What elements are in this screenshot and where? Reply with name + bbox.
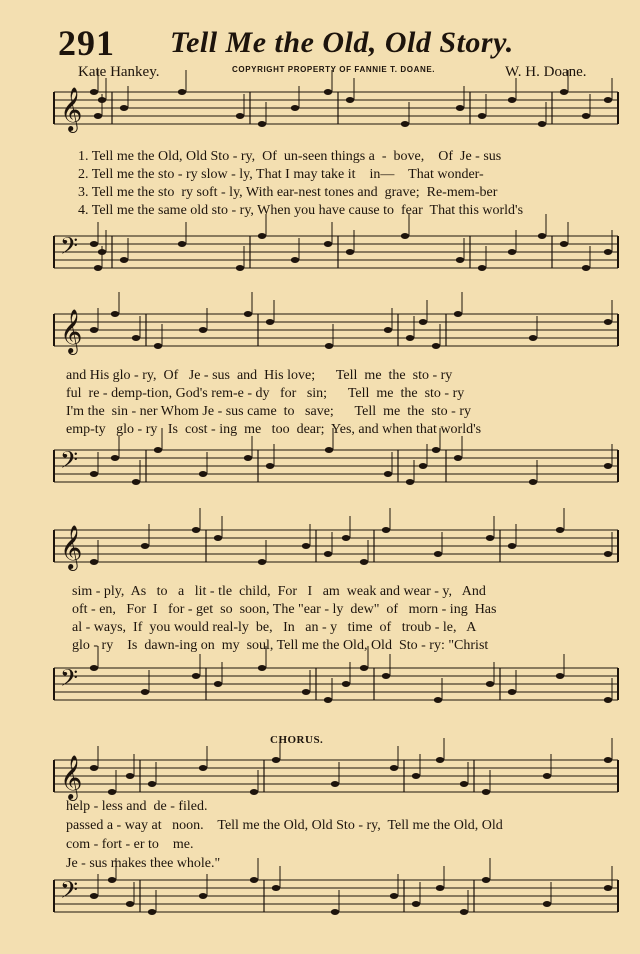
note-head: [108, 877, 116, 883]
note-head: [250, 789, 258, 795]
treble-staff-4: [0, 752, 640, 802]
lyric-verse-4: emp-ty glo - ry Is cost - ing me too dear; Yes, and when that world's: [66, 422, 482, 437]
note-head: [432, 343, 440, 349]
note-head: [266, 463, 274, 469]
treble-clef-icon: 𝄞: [60, 755, 83, 799]
note-head: [508, 97, 516, 103]
note-head: [508, 249, 516, 255]
treble-staff-2: [0, 306, 640, 356]
note-head: [406, 335, 414, 341]
lyric-verse-1: help - less and de - filed.: [66, 799, 208, 814]
note-head: [360, 665, 368, 671]
note-head: [250, 877, 258, 883]
note-head: [360, 559, 368, 565]
note-head: [456, 105, 464, 111]
note-head: [324, 241, 332, 247]
note-head: [419, 463, 427, 469]
author-credit: Kate Hankey.: [78, 64, 160, 80]
bass-staff-3: [0, 660, 640, 710]
note-head: [604, 97, 612, 103]
note-head: [98, 97, 106, 103]
treble-clef-icon: 𝄞: [60, 309, 83, 353]
note-head: [90, 893, 98, 899]
note-head: [272, 885, 280, 891]
copyright-notice: COPYRIGHT PROPERTY OF FANNIE T. DOANE.: [232, 65, 436, 74]
lyric-verse-3: I'm the sin - ner Whom Je - sus came to save; Tell me the sto - ry: [66, 404, 471, 419]
note-head: [604, 885, 612, 891]
note-head: [214, 535, 222, 541]
note-head: [126, 901, 134, 907]
note-head: [154, 447, 162, 453]
note-head: [434, 697, 442, 703]
note-head: [199, 893, 207, 899]
note-head: [432, 447, 440, 453]
note-head: [120, 105, 128, 111]
note-head: [214, 681, 222, 687]
treble-clef-icon: 𝄞: [60, 87, 83, 131]
note-head: [529, 479, 537, 485]
note-head: [382, 527, 390, 533]
note-head: [331, 781, 339, 787]
lyric-verse-2: passed a - way at noon. Tell me the Old, Old Sto - ry, Tell me the Old, Old: [66, 818, 503, 833]
note-head: [302, 543, 310, 549]
composer-credit: W. H. Doane.: [505, 64, 587, 80]
note-head: [302, 689, 310, 695]
note-head: [258, 665, 266, 671]
note-head: [324, 697, 332, 703]
note-head: [460, 909, 468, 915]
note-head: [412, 773, 420, 779]
note-head: [291, 105, 299, 111]
note-head: [401, 233, 409, 239]
note-head: [108, 789, 116, 795]
note-head: [148, 909, 156, 915]
note-head: [346, 249, 354, 255]
note-head: [538, 233, 546, 239]
note-head: [90, 665, 98, 671]
lyric-verse-3: al - ways, If you would real-ly be, In an - y time of troub - le, A: [72, 620, 477, 635]
note-head: [456, 257, 464, 263]
note-head: [604, 697, 612, 703]
note-head: [258, 559, 266, 565]
note-head: [342, 681, 350, 687]
note-head: [98, 249, 106, 255]
note-head: [120, 257, 128, 263]
note-head: [325, 343, 333, 349]
note-head: [324, 551, 332, 557]
note-head: [94, 265, 102, 271]
lyric-verse-4: Je - sus makes thee whole.": [66, 856, 221, 871]
note-head: [406, 479, 414, 485]
lyric-verse-1: and His glo - ry, Of Je - sus and His love; Tell me the sto - ry: [66, 368, 453, 383]
lyric-verse-1: sim - ply, As to a lit - tle child, For I am weak and wear - y, And: [72, 584, 486, 599]
note-head: [266, 319, 274, 325]
note-head: [192, 527, 200, 533]
note-head: [454, 455, 462, 461]
note-head: [560, 89, 568, 95]
note-head: [154, 343, 162, 349]
note-head: [508, 543, 516, 549]
note-head: [291, 257, 299, 263]
note-head: [199, 327, 207, 333]
note-head: [324, 89, 332, 95]
bass-clef-icon: 𝄢: [60, 232, 79, 265]
note-head: [454, 311, 462, 317]
note-head: [604, 551, 612, 557]
note-head: [436, 757, 444, 763]
treble-staff-3: [0, 522, 640, 572]
note-head: [90, 89, 98, 95]
note-head: [90, 765, 98, 771]
note-head: [199, 471, 207, 477]
note-head: [543, 773, 551, 779]
bass-clef-icon: 𝄢: [60, 876, 79, 909]
note-head: [478, 265, 486, 271]
note-head: [384, 471, 392, 477]
note-head: [401, 121, 409, 127]
note-head: [390, 893, 398, 899]
note-head: [111, 455, 119, 461]
lyric-verse-4: 4. Tell me the same old sto - ry, When you have cause to fear That this world's: [78, 203, 524, 218]
note-head: [543, 901, 551, 907]
lyric-verse-3: com - fort - er to me.: [66, 837, 194, 852]
bass-staff-1: [0, 228, 640, 278]
note-head: [199, 765, 207, 771]
note-head: [604, 319, 612, 325]
note-head: [132, 335, 140, 341]
note-head: [582, 265, 590, 271]
treble-clef-icon: 𝄞: [60, 525, 83, 569]
lyric-verse-2: oft - en, For I for - get so soon, The "ear - ly dew" of morn - ing Has: [72, 602, 497, 617]
bass-clef-icon: 𝄢: [60, 446, 79, 479]
note-head: [556, 673, 564, 679]
bass-staff-2: [0, 442, 640, 492]
note-head: [508, 689, 516, 695]
note-head: [236, 265, 244, 271]
lyric-verse-4: glo - ry Is dawn-ing on my soul, Tell me the Old, Old Sto - ry: "Christ: [72, 638, 489, 653]
note-head: [390, 765, 398, 771]
note-head: [192, 673, 200, 679]
hymn-title: Tell Me the Old, Old Story.: [170, 26, 514, 59]
note-head: [141, 689, 149, 695]
treble-staff-1: [0, 84, 640, 134]
note-head: [529, 335, 537, 341]
note-head: [419, 319, 427, 325]
note-head: [486, 535, 494, 541]
note-head: [90, 327, 98, 333]
note-head: [582, 113, 590, 119]
note-head: [482, 789, 490, 795]
note-head: [244, 455, 252, 461]
lyric-verse-1: 1. Tell me the Old, Old Sto - ry, Of un-seen things a - bove, Of Je - sus: [78, 149, 502, 164]
note-head: [90, 471, 98, 477]
note-head: [178, 241, 186, 247]
note-head: [486, 681, 494, 687]
note-head: [460, 781, 468, 787]
note-head: [604, 463, 612, 469]
note-head: [538, 121, 546, 127]
note-head: [382, 673, 390, 679]
note-head: [342, 535, 350, 541]
note-head: [258, 233, 266, 239]
note-head: [604, 249, 612, 255]
note-head: [111, 311, 119, 317]
note-head: [94, 113, 102, 119]
note-head: [126, 773, 134, 779]
note-head: [331, 909, 339, 915]
note-head: [346, 97, 354, 103]
lyric-verse-2: ful re - demp-tion, God's rem-e - dy for sin; Tell me the sto - ry: [66, 386, 465, 401]
note-head: [436, 885, 444, 891]
note-head: [244, 311, 252, 317]
note-head: [478, 113, 486, 119]
lyric-verse-2: 2. Tell me the sto - ry slow - ly, That I may take it in— That wonder-: [78, 167, 484, 182]
lyric-verse-3: 3. Tell me the sto ry soft - ly, With ear-nest tones and grave; Re-mem-ber: [78, 185, 498, 200]
note-head: [148, 781, 156, 787]
hymn-number: 291: [58, 23, 115, 63]
note-head: [384, 327, 392, 333]
note-head: [482, 877, 490, 883]
note-head: [258, 121, 266, 127]
note-head: [434, 551, 442, 557]
bass-staff-4: [0, 872, 640, 922]
note-head: [178, 89, 186, 95]
note-head: [132, 479, 140, 485]
note-head: [556, 527, 564, 533]
note-head: [604, 757, 612, 763]
note-head: [325, 447, 333, 453]
note-head: [90, 241, 98, 247]
note-head: [236, 113, 244, 119]
note-head: [272, 757, 280, 763]
note-head: [141, 543, 149, 549]
note-head: [560, 241, 568, 247]
chorus-label: CHORUS.: [270, 734, 324, 746]
bass-clef-icon: 𝄢: [60, 664, 79, 697]
note-head: [90, 559, 98, 565]
note-head: [412, 901, 420, 907]
